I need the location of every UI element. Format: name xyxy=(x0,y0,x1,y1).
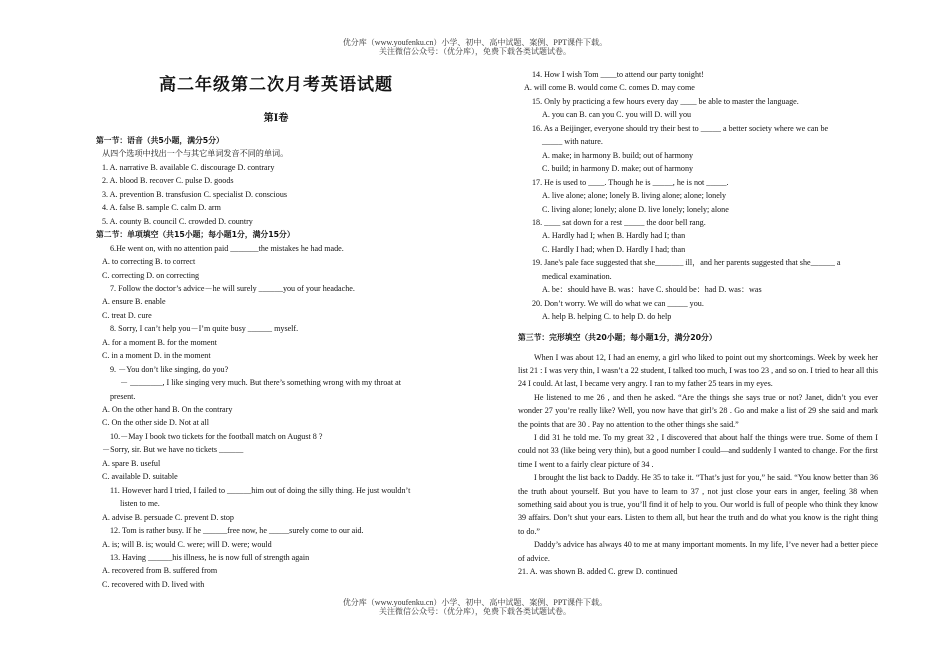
question-line: C. recovered with D. lived with xyxy=(102,579,205,589)
question-line: 3. A. prevention B. transfusion C. specialist D. conscious xyxy=(102,189,288,199)
question-line: 4. A. false B. sample C. calm D. arm xyxy=(102,203,221,213)
question-line: medical examination. xyxy=(542,271,612,281)
section-heading: 第一节：语音（共5小题，满分5分） xyxy=(96,136,224,145)
cloze-paragraph: Daddy’s advice has always 40 to me at many important moments. In my life, I’ve never had a better piece of advice. xyxy=(518,540,878,563)
question-line: A. you can B. can you C. you will D. will you xyxy=(542,110,692,120)
question-line: 1. A. narrative B. available C. discourage D. contrary xyxy=(102,162,275,172)
question-line: listen to me. xyxy=(120,499,160,509)
question-line: A. for a moment B. for the moment xyxy=(102,337,217,347)
question-line: A. make; in harmony B. build; out of harmony xyxy=(542,150,694,160)
question-line: 7. Follow the doctor’s advice－he will surely ______you of your headache. xyxy=(110,283,355,293)
question-line: C. Hardly I had; when D. Hardly I had; than xyxy=(542,244,686,254)
question-line: A. spare B. useful xyxy=(102,458,161,468)
question-line: C. On the other side D. Not at all xyxy=(102,418,209,428)
header-line-1: 优分库（www.youfenku.cn）小学、初中、高中试题、案例、PPT课件下载。 xyxy=(342,38,608,47)
question-line: 5. A. county B. council C. crowded D. country xyxy=(102,216,253,226)
question-line: 19. Jane's pale face suggested that she_______ ill，and her parents suggested that she______ a xyxy=(532,258,841,268)
question-line: 18. ____ sat down for a rest _____ the door bell rang. xyxy=(532,217,706,227)
cloze-passage xyxy=(518,351,878,579)
question-line: A. On the other hand B. On the contrary xyxy=(102,405,233,414)
header-line-2: 关注微信公众号：（优分库），免费下载各类试题试卷。 xyxy=(379,47,571,56)
question-line: A. to correcting B. to correct xyxy=(102,257,196,267)
footer-line-1: 优分库（www.youfenku.cn）小学、初中、高中试题、案例、PPT课件下载。 xyxy=(342,598,608,607)
cloze-paragraph: When I was about 12, I had an enemy, a girl who liked to point out my shortcomings. Week by week her list 21 : I was very thin, I wasn’t a 22 student, I talked too much, I was too 23 , and so on. I tried to hear all this 24 I could. At last, I became very angry. I ran to my father 25 tears in my eyes. xyxy=(518,352,878,389)
question-line: C. build; in harmony D. make; out of harmony xyxy=(542,164,694,174)
question-line: A. will come B. would come C. comes D. may come xyxy=(524,83,695,93)
cloze-paragraph: I did 31 he told me. To my great 32 , I discovered that about half the things were true. Some of them I could not 33 (like being very thin), but a good number I could—and suddenly I wanted to change. For the first time I went to a fairly clear picture of 34 . xyxy=(518,432,878,469)
question-line: A. live alone; alone; lonely B. living alone; alone; lonely xyxy=(542,191,727,201)
question-line: A. be：should have B. was：have C. should be：had D. was：was xyxy=(542,285,762,295)
question-line: 8. Sorry, I can’t help you－I’m quite busy ______ myself. xyxy=(110,324,299,334)
question-line: A. is; will B. is; would C. were; will D. were; would xyxy=(102,539,272,549)
page-header xyxy=(0,38,950,56)
question-line: 12. Tom is rather busy. If he ______free now, he _____surely come to our aid. xyxy=(110,526,364,536)
page-footer xyxy=(0,598,950,616)
question-line: 14. How I wish Tom ____to attend our party tonight! xyxy=(532,70,704,79)
question-line: A. Hardly had I; when B. Hardly had I; than xyxy=(542,231,686,241)
question-line: 2. A. blood B. recover C. pulse D. goods xyxy=(102,176,234,186)
cloze-paragraph: He listened to me 26 , and then he asked. “Are the things she says true or not? Janet, didn’t you ever wonder 27 you’re really like? Well, you now have that girl’s 28 . Go and make a list of 29 she said and mark the points that are 30 . Pay no attention to the other things she said.” xyxy=(518,392,878,429)
question-line: A. help B. helping C. to help D. do help xyxy=(542,312,672,322)
section-heading: 第二节：单项填空（共15小题；每小题1分，满分15分） xyxy=(96,230,295,240)
question-line: C. living alone; lonely; alone D. live lonely; lonely; alone xyxy=(542,204,729,214)
question-line: 21. A. was shown B. added C. grew D. continued xyxy=(518,567,678,577)
question-line: －Sorry, sir. But we have no tickets ______ xyxy=(102,445,244,455)
question-line: A. advise B. persuade C. prevent D. stop xyxy=(102,512,234,522)
question-line: 11. However hard I tried, I failed to ______him out of doing the silly thing. He just wouldn’t xyxy=(110,485,411,495)
question-line: C. available D. suitable xyxy=(102,472,178,482)
volume-label: 第Ⅰ卷 xyxy=(263,113,289,124)
question-line: C. treat D. cure xyxy=(102,310,152,320)
question-line: 9. －You don’t like singing, do you? xyxy=(110,364,229,374)
question-line: 从四个选项中找出一个与其它单词发音不同的单词。 xyxy=(102,149,289,159)
cloze-paragraph: I brought the list back to Daddy. He 35 to take it. “That’s just for you,” he said. “You know better than 36 the truth about yourself. But you have to learn to 37 , not just close your ears in anger, feeling 38 when something said about you is true, you’ll find it of help to you. Our world is full of people who think they know 39 affairs. Don’t shut your ears. Listen to them all, but hear the truth and do what you know is the right thing to do.” xyxy=(518,473,878,536)
question-line: _____ with nature. xyxy=(542,137,603,147)
question-line: 16. As a Beijinger, everyone should try their best to _____ a better society where we can be xyxy=(532,123,829,133)
question-line: C. in a moment D. in the moment xyxy=(102,351,211,361)
exam-title: 高二年级第二次月考英语试题 xyxy=(159,75,393,95)
footer-line-2: 关注微信公众号：（优分库），免费下载各类试题试卷。 xyxy=(379,607,571,616)
question-line: 17. He is used to ____. Though he is _____, he is not _____. xyxy=(532,177,729,187)
question-line: A. recovered from B. suffered from xyxy=(102,566,218,576)
question-line: C. correcting D. on correcting xyxy=(102,270,200,280)
section-heading: 第三节：完形填空（共20小题；每小题1分，满分20分） xyxy=(518,332,717,342)
question-line: 6.He went on, with no attention paid _______the mistakes he had made. xyxy=(110,243,344,253)
question-line: present. xyxy=(110,391,136,401)
question-line: 13. Having ______his illness, he is now full of strength again xyxy=(110,552,310,562)
question-line: 10.－May I book two tickets for the football match on August 8 ? xyxy=(110,431,323,441)
question-line: 20. Don’t worry. We will do what we can _____ you. xyxy=(532,298,704,308)
question-line: 15. Only by practicing a few hours every day ____ be able to master the language. xyxy=(532,96,799,106)
question-line: A. ensure B. enable xyxy=(102,297,166,307)
question-line: － ________, I like singing very much. But there’s something wrong with my throat at xyxy=(120,378,401,388)
